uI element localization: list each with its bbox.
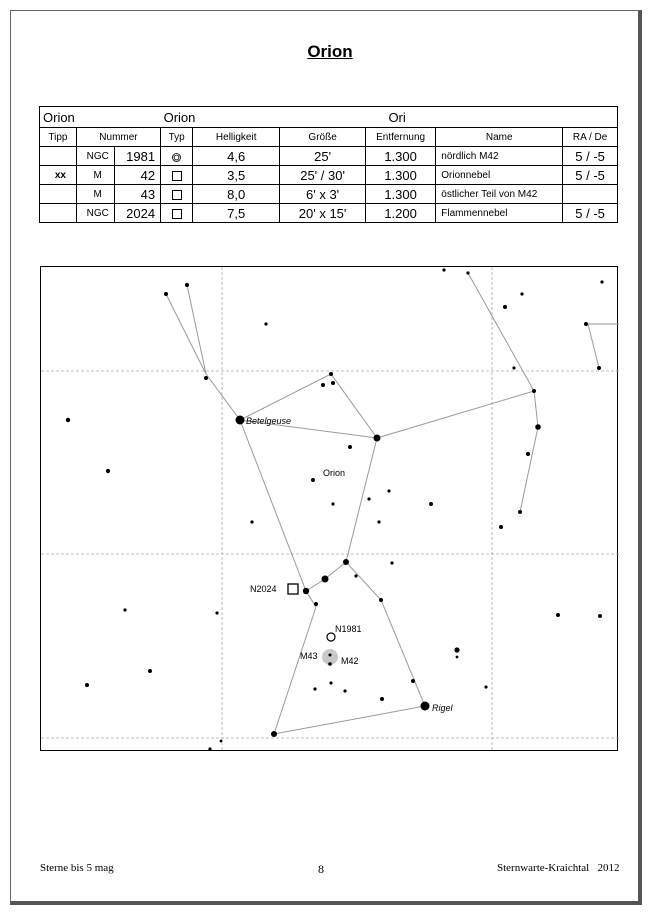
table-row: M 43 8,0 6' x 3' 1.300 östlicher Teil von M42 xyxy=(40,185,618,204)
star xyxy=(185,283,189,287)
star-bellatrix xyxy=(374,435,381,442)
star xyxy=(484,685,487,688)
nebula-icon xyxy=(172,209,182,219)
stars xyxy=(66,268,604,750)
star xyxy=(204,376,208,380)
table-title-row xyxy=(40,107,618,128)
star xyxy=(380,697,384,701)
star xyxy=(331,381,335,385)
col-name: Name xyxy=(436,128,563,147)
star xyxy=(314,602,318,606)
star xyxy=(106,469,110,473)
star xyxy=(348,445,352,449)
star xyxy=(331,502,334,505)
star-rigel xyxy=(421,702,430,711)
n1981-marker xyxy=(327,633,335,641)
footer-left: Sterne bis 5 mag xyxy=(40,862,114,874)
star xyxy=(503,305,507,309)
star xyxy=(354,574,357,577)
col-nummer: Nummer xyxy=(76,128,160,147)
star xyxy=(250,520,253,523)
col-rade: RA / De xyxy=(563,128,618,147)
star xyxy=(343,689,346,692)
star xyxy=(148,669,152,673)
star xyxy=(556,613,560,617)
star xyxy=(442,268,445,271)
col-entfernung: Entfernung xyxy=(365,128,435,147)
abbreviation: Ori xyxy=(365,107,617,128)
star xyxy=(390,561,393,564)
table-header-row xyxy=(40,128,618,147)
star xyxy=(367,497,370,500)
star xyxy=(66,418,70,422)
star-saiph xyxy=(271,731,277,737)
star xyxy=(123,608,126,611)
star xyxy=(532,389,536,393)
col-helligkeit: Helligkeit xyxy=(193,128,280,147)
page-number: 8 xyxy=(318,862,324,876)
table-row: NGC 1981 4,6 25' 1.300 nördlich M42 5 / -5 xyxy=(40,147,618,166)
star-map xyxy=(40,266,618,751)
star xyxy=(164,292,168,296)
m42-star xyxy=(328,662,332,666)
label-orion: Orion xyxy=(323,468,346,478)
star xyxy=(313,687,316,690)
star xyxy=(518,510,522,514)
star xyxy=(429,502,433,506)
latin-name: Orion xyxy=(40,107,161,128)
open-cluster-icon xyxy=(174,154,180,160)
nebula-icon xyxy=(172,171,182,181)
label-n1981: N1981 xyxy=(335,624,362,634)
star xyxy=(454,647,459,652)
col-groesse: Größe xyxy=(280,128,366,147)
nebula-icon xyxy=(172,190,182,200)
star xyxy=(264,322,267,325)
footer-right: Sternwarte-Kraichtal 2012 xyxy=(497,862,620,874)
star xyxy=(499,525,503,529)
german-name: Orion xyxy=(161,107,366,128)
m43-marker xyxy=(329,654,332,657)
star xyxy=(329,681,332,684)
label-m43: M43 xyxy=(300,651,318,661)
star xyxy=(387,489,390,492)
star xyxy=(379,598,383,602)
page-title: Orion xyxy=(307,42,353,61)
n2024-marker xyxy=(288,584,298,594)
label-rigel: Rigel xyxy=(432,703,453,713)
star xyxy=(520,292,523,295)
star xyxy=(220,740,223,743)
constellation-lines xyxy=(166,273,619,734)
star xyxy=(85,683,89,687)
star xyxy=(512,366,515,369)
star xyxy=(584,322,588,326)
col-tipp: Tipp xyxy=(40,128,77,147)
star xyxy=(411,679,415,683)
star xyxy=(466,271,469,274)
star-mintaka xyxy=(343,559,349,565)
star xyxy=(526,452,530,456)
star xyxy=(597,366,601,370)
label-n2024: N2024 xyxy=(250,584,277,594)
col-typ: Typ xyxy=(161,128,193,147)
star xyxy=(321,383,325,387)
star xyxy=(311,478,315,482)
star xyxy=(208,747,211,750)
star-alnitak xyxy=(303,588,309,594)
object-table xyxy=(39,106,618,223)
star-chart xyxy=(41,267,619,752)
star xyxy=(329,372,333,376)
star xyxy=(456,656,459,659)
star xyxy=(600,280,603,283)
star xyxy=(535,424,541,430)
table-row: NGC 2024 7,5 20' x 15' 1.200 Flammennebel 5 / -5 xyxy=(40,204,618,223)
label-m42: M42 xyxy=(341,656,359,666)
star-alnilam xyxy=(322,576,329,583)
coordinate-grid xyxy=(41,267,619,752)
star-betelgeuse xyxy=(236,416,245,425)
star xyxy=(377,520,380,523)
star xyxy=(215,611,218,614)
label-betelgeuse: Betelgeuse xyxy=(246,416,292,426)
table-row: xx M 42 3,5 25' / 30' 1.300 Orionnebel 5 / -5 xyxy=(40,166,618,185)
star xyxy=(598,614,602,618)
